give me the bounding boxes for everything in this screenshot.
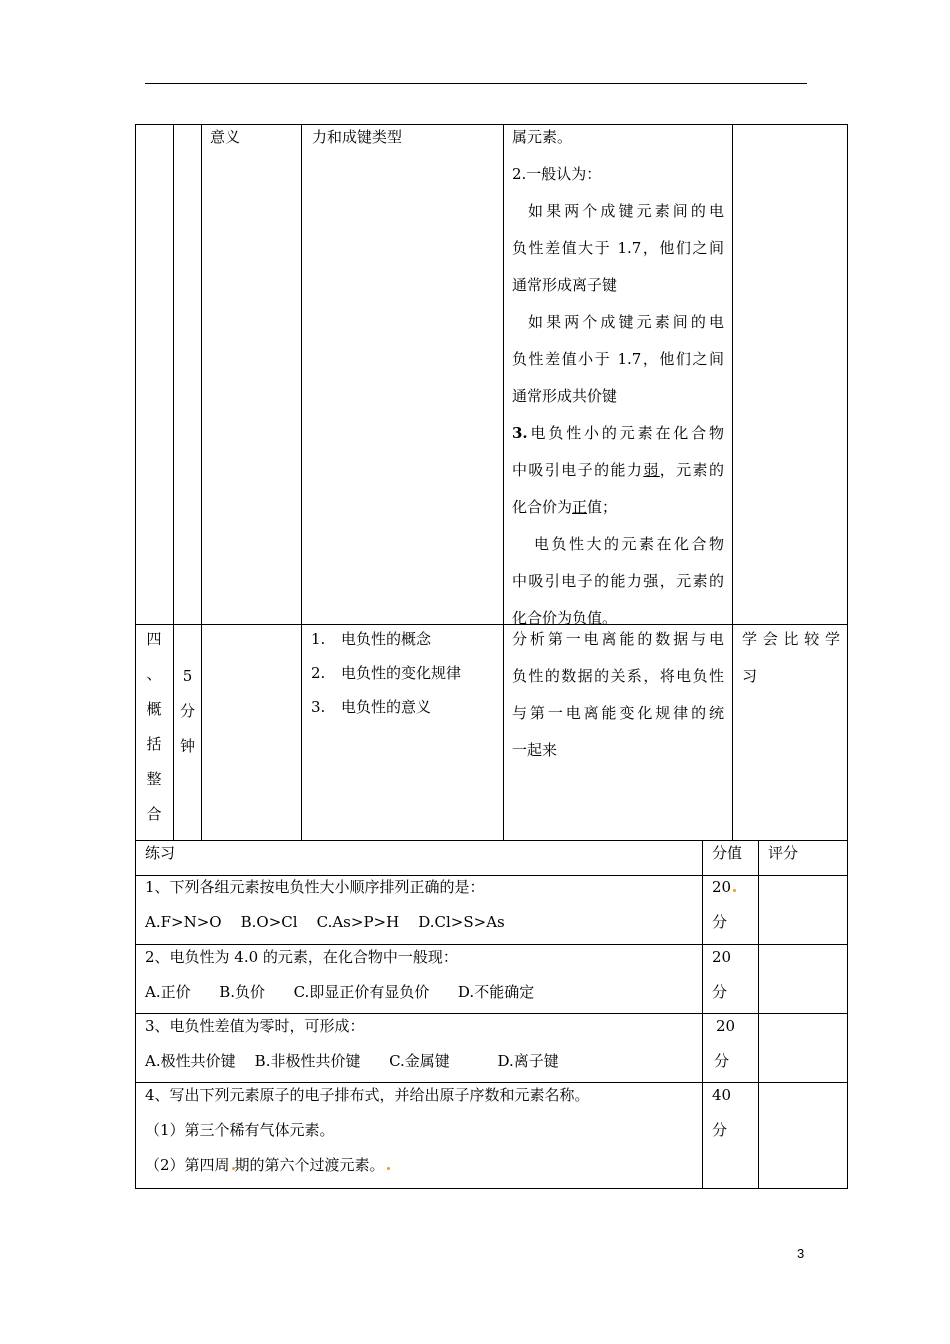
question-3-stem: 3、电负性差值为零时，可形成： (145, 1017, 365, 1035)
analysis-line: 分析第一电离能的数据与电 (512, 630, 724, 648)
item-number: 1. (311, 630, 326, 648)
note-number: 3. (512, 424, 528, 442)
page-number: 3 (797, 1246, 805, 1261)
stage-char: 合 (146, 805, 162, 823)
question-3-score: 20 (716, 1017, 736, 1035)
question-3-options: A.极性共价键 B.非极性共价键 C.金属键 D.离子键 (145, 1052, 559, 1070)
question-2-options: A.正价 B.负价 C.即显正价有显负价 D.不能确定 (145, 983, 535, 1001)
note-line (512, 489, 724, 526)
note-line (512, 452, 724, 489)
note-text: 中吸引电子的能力 (512, 461, 644, 479)
exercise-header: 练习 (145, 844, 176, 862)
question-4-part-1: （1）第三个稀有气体元素。 (145, 1121, 335, 1139)
question-1-score (712, 870, 736, 905)
summary-item (311, 690, 431, 724)
goal-cell (742, 621, 840, 695)
note-line: 负性差值大于 1.7，他们之间 (512, 239, 724, 257)
col-divider (758, 840, 759, 1189)
significance-cell: 意义 (210, 128, 241, 146)
note-line: 2.一般认为： (512, 165, 602, 183)
question-1-stem: 1、下列各组元素按电负性大小顺序排列正确的是： (145, 878, 485, 896)
question-3-score-unit: 分 (714, 1052, 730, 1070)
header-rule (145, 83, 807, 84)
summary-item (311, 656, 461, 690)
stage-char: 括 (146, 735, 162, 753)
part-text: （2）第四周 (145, 1156, 230, 1174)
time-char: 5 (182, 667, 193, 685)
col-divider (732, 124, 733, 841)
note-line: 通常形成共价键 (512, 387, 618, 405)
note-text: ，元素的 (659, 461, 724, 479)
question-1-score-unit: 分 (712, 913, 728, 931)
note-line: 通常形成离子键 (512, 276, 618, 294)
stage-char: 整 (146, 770, 162, 788)
col-divider (201, 124, 202, 841)
time-char: 钟 (179, 737, 195, 755)
stage-char: 四 (146, 630, 162, 648)
mark-dot (387, 1167, 390, 1170)
goal-line: 习 (742, 667, 758, 685)
stage-char: 概 (146, 700, 162, 718)
note-line: 如果两个成键元素间的电 (528, 313, 724, 331)
question-2-score-unit: 分 (712, 983, 728, 1001)
mark-dot (733, 889, 736, 892)
stage-char: 、 (146, 665, 162, 683)
col-divider (503, 124, 504, 841)
note-text: 电负性小的元素在化合物 (527, 424, 724, 442)
electronegativity-notes (512, 119, 724, 637)
score-header: 分值 (712, 844, 743, 862)
item-number: 2. (311, 664, 326, 682)
item-text: 电负性的意义 (341, 698, 432, 716)
time-char: 分 (179, 702, 195, 720)
score-value: 20 (712, 878, 732, 896)
note-line: 负性差值小于 1.7，他们之间 (512, 350, 724, 368)
bond-type-cell: 力和成键类型 (312, 128, 403, 146)
lesson-table (135, 124, 848, 841)
note-underlined: 正 (572, 498, 588, 516)
note-text: 值。 (587, 609, 618, 627)
stage-label (136, 622, 172, 832)
col-divider (301, 124, 302, 841)
grade-header: 评分 (768, 844, 799, 862)
note-text: 值； (587, 498, 618, 516)
question-2-stem: 2、电负性为 4.0 的元素，在化合物中一般现： (145, 948, 458, 966)
question-4-stem: 4、写出下列元素原子的电子排布式，并给出原子序数和元素名称。 (145, 1086, 590, 1104)
note-underlined: 负 (572, 609, 588, 627)
analysis-line: 与第一电离能变化规律的统 (512, 704, 724, 722)
question-4-score-unit: 分 (712, 1121, 728, 1139)
note-underlined: 弱 (643, 461, 660, 479)
part-text: 期的第六个过渡元素。 (234, 1156, 385, 1174)
note-text: 化合价为 (512, 609, 573, 627)
note-line: 电负性大的元素在化合物 (534, 535, 724, 553)
summary-item (311, 622, 431, 656)
question-4-score: 40 (712, 1086, 732, 1104)
question-2-score: 20 (712, 948, 732, 966)
item-text: 电负性的变化规律 (341, 664, 462, 682)
note-line: 如果两个成键元素间的电 (528, 202, 724, 220)
time-label (174, 659, 201, 764)
question-4-part-2 (145, 1148, 390, 1183)
item-text: 电负性的概念 (341, 630, 432, 648)
analysis-line: 负性的数据的关系，将电负性 (512, 667, 724, 685)
note-line: 中吸引电子的能力强，元素的 (512, 572, 724, 590)
note-line: 属元素。 (512, 128, 573, 146)
item-number: 3. (311, 698, 326, 716)
col-divider (702, 840, 703, 1189)
note-text: 化合价为 (512, 498, 573, 516)
analysis-line: 一起来 (512, 741, 558, 759)
goal-line: 学会比较学 (742, 630, 840, 648)
note-line (512, 415, 724, 452)
question-1-options: A.F>N>O B.O>Cl C.As>P>H D.Cl>S>As (145, 913, 505, 931)
analysis-cell (512, 621, 724, 769)
